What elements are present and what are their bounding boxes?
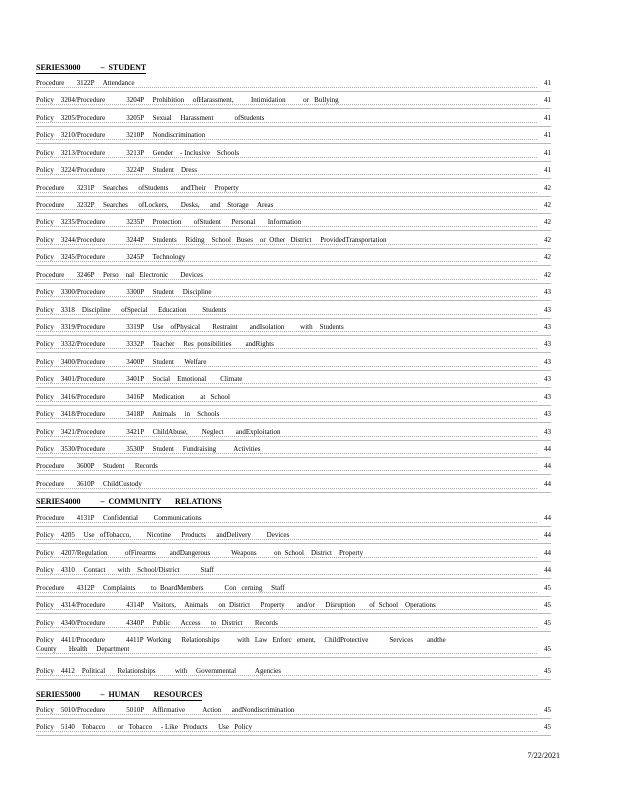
entry-title: Policy 3416/Procedure 3416P Medication at School [36,393,234,401]
row-divider [36,613,551,614]
toc-entry[interactable] [36,445,551,454]
page-number: 41 [544,96,551,104]
toc-entry[interactable] [36,149,551,158]
dot-leader [36,104,537,105]
row-divider [36,543,551,544]
toc-entry[interactable] [36,480,551,489]
entry-title: Policy 3235/Procedure 3235P Protection ofStudent Personal Information [36,218,305,226]
entry-title: Policy 4340/Procedure 4340P Public Access to District Records [36,619,282,627]
dot-leader [36,592,537,593]
page-number: 44 [544,549,551,557]
entry-title: Policy 3204/Procedure 3204P Prohibition ofHarassment, Intimidation or Bullying [36,96,343,104]
page-number: 45 [544,584,551,592]
page-number: 45 [544,645,551,653]
row-divider [36,108,551,109]
dot-leader [36,157,537,158]
toc-entry[interactable] [36,375,551,384]
page-number: 44 [544,514,551,522]
toc-entry[interactable] [36,236,551,245]
dot-leader [36,557,537,558]
toc-entry[interactable] [36,636,551,654]
page-number: 43 [544,306,551,314]
series-header: SERIES3000 – STUDENT [36,63,147,72]
row-divider [36,492,551,493]
entry-title: Policy 3244/Procedure 3244P Students Riding School Buses or Other District ProvidedTransportation [36,236,390,244]
toc-entry[interactable] [36,619,551,628]
row-divider [36,561,551,562]
page-number: 45 [544,667,551,675]
row-divider [36,143,551,144]
row-divider [36,735,551,736]
row-divider [36,178,551,179]
toc-entry[interactable] [36,114,551,123]
page-number: 43 [544,428,551,436]
dot-leader [36,87,537,88]
entry-title: Policy 3319/Procedure 3319P Use ofPhysical Restraint andIsolation with Students [36,323,348,331]
page-number: 44 [544,566,551,574]
entry-title: Policy 4205 Use ofTobacco, Nicotine Products andDelivery Devices [36,531,293,539]
toc-entry[interactable] [36,706,551,715]
entry-title: Policy 3332/Procedure 3332P Teacher Res ponsibilities andRights [36,340,278,348]
row-divider [36,405,551,406]
entry-title: Policy 4314/Procedure 4314P Visitors, Animals on District Property and/or Disruption of School Operations [36,601,440,609]
entry-title: Procedure 3610P ChildCustody [36,480,146,488]
toc-entry[interactable] [36,306,551,315]
dot-leader [36,366,537,367]
dot-leader [36,574,537,575]
series-header: SERIES5000 – HUMAN RESOURCES [36,690,203,699]
entry-title: Policy 3300/Procedure 3300P Student Discipline [36,288,216,296]
page-number: 45 [544,619,551,627]
page-number: 41 [544,131,551,139]
row-divider [36,457,551,458]
toc-entry[interactable] [36,358,551,367]
page-number: 43 [544,358,551,366]
entry-title: Procedure 3231P Searches ofStudents andTheir Property [36,184,243,192]
toc-entry[interactable] [36,601,551,610]
page-number: 41 [544,79,551,87]
page-number: 41 [544,166,551,174]
entry-title: Policy 3530/Procedure 3530P Student Fundraising Activities [36,445,265,453]
entry-title: Policy 3245/Procedure 3245P Technology [36,253,189,261]
dot-leader [36,279,537,280]
row-divider [36,248,551,249]
dot-leader [36,226,537,227]
entry-title: Policy 3224/Procedure 3224P Student Dress [36,166,201,174]
toc-entry[interactable] [36,131,551,140]
entry-title: Policy 5010/Procedure 5010P Affirmative Action andNondiscrimination [36,706,298,714]
row-divider [36,161,551,162]
row-divider [36,196,551,197]
dot-leader [36,522,537,523]
dot-leader [36,331,537,332]
toc-entry[interactable] [36,218,551,227]
dot-leader [36,675,537,676]
row-divider [36,422,551,423]
row-divider [36,126,551,127]
dot-leader [36,383,537,384]
entry-title: Policy 5140 Tobacco or Tobacco - Like Products Use Policy [36,723,256,731]
dot-leader [36,731,537,732]
toc-entry[interactable] [36,340,551,349]
toc-entry[interactable] [36,514,551,523]
toc-entry[interactable] [36,549,551,558]
page-number: 42 [544,271,551,279]
row-divider [36,440,551,441]
page-number: 43 [544,393,551,401]
dot-leader [36,244,537,245]
page-number: 42 [544,201,551,209]
row-divider [36,679,551,680]
entry-title: Procedure 3600P Student Records [36,462,162,470]
page-number: 43 [544,340,551,348]
page-number: 42 [544,184,551,192]
dot-leader [36,139,537,140]
entry-title: Policy 3210/Procedure 3210P Nondiscrimination [36,131,209,139]
entry-title: Policy 4207/Regulation ofFirearms andDangerous Weapons on School District Property [36,549,367,557]
dot-leader [36,174,537,175]
row-divider [36,213,551,214]
entry-title: Procedure 3122P Attendance [36,79,139,87]
series-header: SERIES4000 – COMMUNITY RELATIONS [36,497,222,506]
page-number: 44 [544,445,551,453]
page-number: 43 [544,375,551,383]
entry-title: Policy 3400/Procedure 3400P Student Welfare [36,358,210,366]
page-number: 41 [544,149,551,157]
toc-entry[interactable] [36,566,551,575]
dot-leader [36,296,537,297]
dot-leader [36,122,537,123]
entry-title: Policy 3401/Procedure 3401P Social Emotional Climate [36,375,246,383]
toc-entry[interactable] [36,253,551,262]
page-number: 42 [544,218,551,226]
entry-title: Policy 4412 Political Relationships with Governmental Agencies [36,667,285,675]
dot-leader [36,627,537,628]
toc-entry[interactable] [36,166,551,175]
entry-title: Procedure 4131P Confidential Communications [36,514,206,522]
toc-entry[interactable] [36,201,551,210]
dot-leader [36,436,537,437]
dot-leader [36,261,537,262]
page-number: 43 [544,288,551,296]
dot-leader [36,609,537,610]
entry-title: Procedure 4312P Complaints to BoardMembers Con cerning Staff [36,584,289,592]
row-divider [36,718,551,719]
row-divider [36,596,551,597]
toc-entry[interactable] [36,271,551,280]
entry-title: Policy 3205/Procedure 3205P Sexual Harassment ofStudents [36,114,268,122]
dot-leader [36,453,537,454]
page-number: 45 [544,706,551,714]
toc-entry[interactable] [36,584,551,593]
row-divider [36,387,551,388]
dot-leader [36,348,537,349]
toc-entry[interactable] [36,410,551,419]
toc-entry[interactable] [36,393,551,402]
toc-entry[interactable] [36,462,551,471]
document-date: 7/22/2021 [527,751,560,760]
row-divider [36,265,551,266]
page-number: 44 [544,480,551,488]
row-divider [36,318,551,319]
entry-title: Policy 4411/Procedure 4411P Working Relationships with Law Enforc ement, ChildProtective Services andthe County Health Department [36,636,446,653]
dot-leader [36,192,537,193]
page-number: 44 [544,531,551,539]
page-number: 41 [544,114,551,122]
page-number: 42 [544,236,551,244]
entry-title: Policy 3421/Procedure 3421P ChildAbuse, Neglect andExploitation [36,428,285,436]
dot-leader [36,714,537,715]
toc-entry[interactable] [36,667,551,676]
toc-entry[interactable] [36,288,551,297]
row-divider [36,631,551,632]
row-divider [36,230,551,231]
toc-entry[interactable] [36,79,551,88]
dot-leader [36,209,537,210]
entry-title: Procedure 3246P Perso nal Electronic Devices [36,271,207,279]
dot-leader [36,539,537,540]
row-divider [36,370,551,371]
dot-leader [36,488,537,489]
entry-title: Policy 3418/Procedure 3418P Animals in Schools [36,410,223,418]
dot-leader [36,418,537,419]
page-number: 43 [544,410,551,418]
row-divider [36,352,551,353]
row-divider [36,526,551,527]
row-divider [36,300,551,301]
row-divider [36,335,551,336]
page-number: 44 [544,462,551,470]
page-number: 42 [544,253,551,261]
row-divider [36,283,551,284]
dot-leader [36,653,537,654]
entry-title: Procedure 3232P Searches ofLockers, Desks, and Storage Areas [36,201,277,209]
row-divider [36,474,551,475]
toc-entry[interactable] [36,723,551,732]
toc-entry[interactable] [36,96,551,105]
toc-entry[interactable] [36,531,551,540]
entry-title: Policy 3213/Procedure 3213P Gender - Inclusive Schools [36,149,243,157]
entry-title: Policy 3318 Discipline ofSpecial Education Students [36,306,230,314]
toc-entry[interactable] [36,184,551,193]
row-divider [36,578,551,579]
page-number: 45 [544,601,551,609]
row-divider [36,91,551,92]
entry-title: Policy 4310 Contact with School/District Staff [36,566,218,574]
toc-entry[interactable] [36,323,551,332]
row-divider [36,657,551,658]
page-number: 45 [544,723,551,731]
dot-leader [36,401,537,402]
page-number: 43 [544,323,551,331]
toc-entry[interactable] [36,428,551,437]
dot-leader [36,314,537,315]
dot-leader [36,470,537,471]
